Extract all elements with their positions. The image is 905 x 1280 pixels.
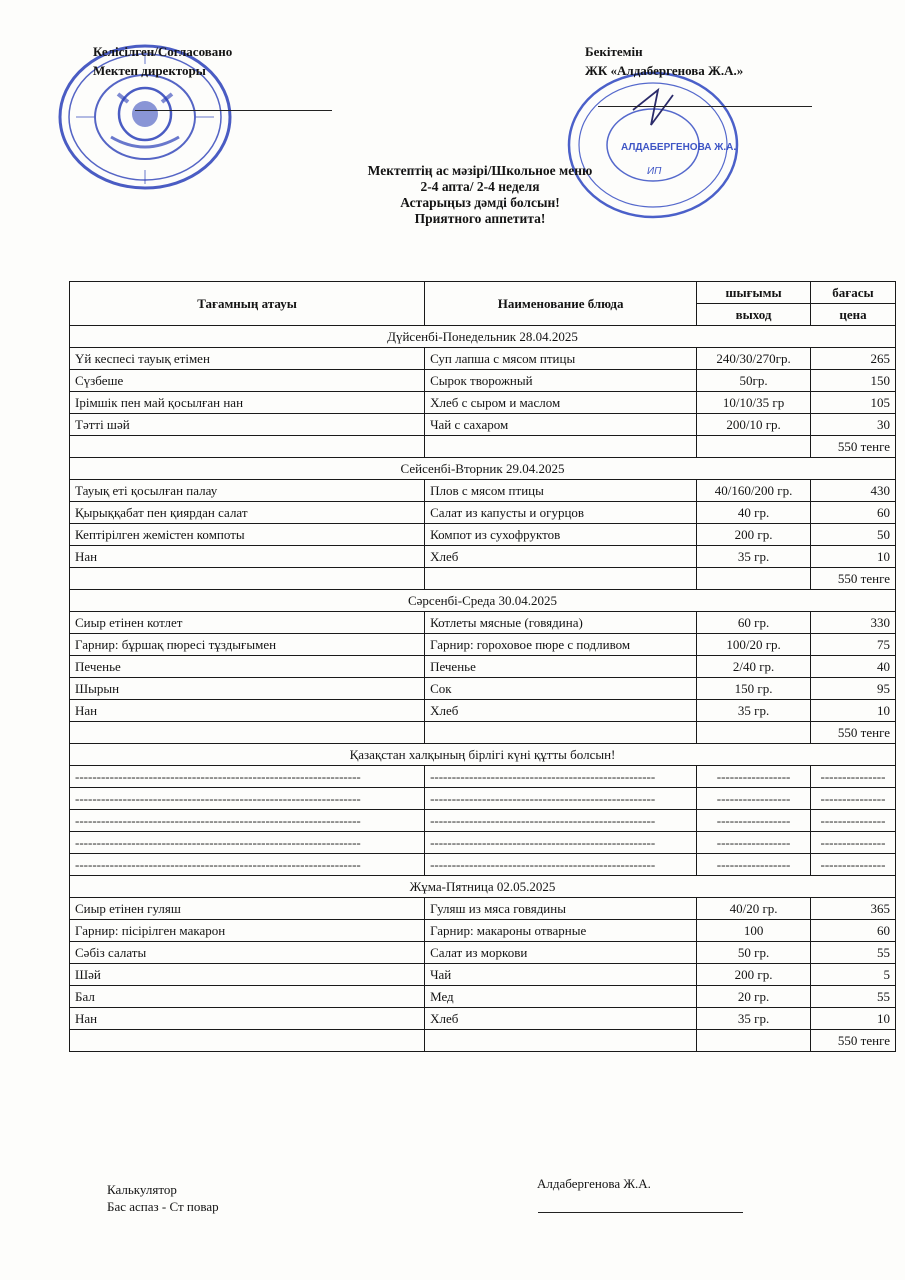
approval-right-block [585,42,743,80]
dish-yield: 150 гр. [697,678,811,700]
menu-table [69,281,896,1052]
col-kz-header: Тағамның атауы [70,282,425,326]
dish-name-kz: Кептірілген жемістен компоты [70,524,425,546]
dish-name-kz: Нан [70,546,425,568]
dish-name-kz: Бал [70,986,425,1008]
dash-placeholder: ----------------- [697,832,811,854]
holiday-dash-row [70,788,896,810]
dish-name-ru: Салат из капусты и огурцов [425,502,697,524]
menu-item-row [70,1008,896,1030]
dish-name-kz: Сүзбеше [70,370,425,392]
dish-name-kz: Тәтті шәй [70,414,425,436]
dish-price: 60 [810,920,895,942]
dish-name-kz: Қырыққабат пен қиярдан салат [70,502,425,524]
dish-yield: 35 гр. [697,700,811,722]
dish-name-ru: Хлеб [425,1008,697,1030]
dash-placeholder: ----------------- [697,788,811,810]
dash-placeholder: ---------------------------------------------------- [425,854,697,876]
dash-placeholder: --------------- [810,766,895,788]
day-title-row [70,458,896,480]
dish-price: 60 [810,502,895,524]
dish-yield: 10/10/35 гр [697,392,811,414]
dish-name-ru: Котлеты мясные (говядина) [425,612,697,634]
menu-item-row [70,348,896,370]
footer-signature-line [538,1212,743,1213]
day-title-row [70,326,896,348]
dash-placeholder: --------------- [810,854,895,876]
day-total: 550 тенге [810,436,895,458]
empty-cell [70,1030,425,1052]
dash-placeholder: ---------------------------------------------------- [425,766,697,788]
dish-name-ru: Хлеб [425,700,697,722]
dish-price: 50 [810,524,895,546]
dish-name-ru: Чай [425,964,697,986]
empty-cell [697,436,811,458]
menu-body [70,326,896,1052]
dish-price: 430 [810,480,895,502]
dish-price: 365 [810,898,895,920]
dish-yield: 40 гр. [697,502,811,524]
holiday-dash-row [70,832,896,854]
menu-item-row [70,546,896,568]
day-title-row [70,876,896,898]
dish-yield: 40/20 гр. [697,898,811,920]
dish-price: 105 [810,392,895,414]
title-line3: Астарыңыз дәмді болсын! [400,195,560,210]
dish-price: 75 [810,634,895,656]
menu-item-row [70,414,896,436]
dish-yield: 50 гр. [697,942,811,964]
menu-item-row [70,524,896,546]
dish-yield: 2/40 гр. [697,656,811,678]
approval-left-block [93,42,232,80]
menu-item-row [70,502,896,524]
menu-item-row [70,942,896,964]
menu-item-row [70,964,896,986]
dish-name-kz: Гарнир: пісірілген макарон [70,920,425,942]
menu-title [300,163,660,227]
dish-name-ru: Мед [425,986,697,1008]
dish-name-kz: Печенье [70,656,425,678]
dish-price: 55 [810,942,895,964]
col-yield-kz-header: шығымы [697,282,811,304]
dash-placeholder: ------------------------------------------------------------------ [70,832,425,854]
dish-name-kz: Тауық еті қосылған палау [70,480,425,502]
dish-yield: 200/10 гр. [697,414,811,436]
col-price-ru-header: цена [810,304,895,326]
empty-cell [697,1030,811,1052]
dash-placeholder: ----------------- [697,810,811,832]
dish-name-kz: Нан [70,700,425,722]
dish-price: 330 [810,612,895,634]
footer-chef: Бас аспаз - Ст повар [107,1199,219,1214]
dish-yield: 200 гр. [697,964,811,986]
dish-name-kz: Шәй [70,964,425,986]
dash-placeholder: ---------------------------------------------------- [425,810,697,832]
dish-price: 265 [810,348,895,370]
dash-placeholder: ---------------------------------------------------- [425,788,697,810]
dish-name-kz: Гарнир: бұршақ пюресі тұздығымен [70,634,425,656]
dish-name-ru: Хлеб [425,546,697,568]
day-title: Жұма-Пятница 02.05.2025 [70,876,896,898]
col-ru-header: Наименование блюда [425,282,697,326]
dish-yield: 100 [697,920,811,942]
dash-placeholder: ----------------- [697,854,811,876]
dish-name-ru: Суп лапша с мясом птицы [425,348,697,370]
empty-cell [425,722,697,744]
day-total-row [70,568,896,590]
dish-name-ru: Гарнир: гороховое пюре с подливом [425,634,697,656]
empty-cell [70,568,425,590]
dish-yield: 20 гр. [697,986,811,1008]
menu-item-row [70,392,896,414]
day-title-row [70,590,896,612]
day-total-row [70,722,896,744]
menu-item-row [70,986,896,1008]
dish-price: 150 [810,370,895,392]
day-title-row [70,744,896,766]
empty-cell [425,1030,697,1052]
dish-name-ru: Чай с сахаром [425,414,697,436]
day-total: 550 тенге [810,722,895,744]
title-line1: Мектептің ас мәзірі/Школьное меню [367,163,593,178]
holiday-dash-row [70,766,896,788]
dash-placeholder: ------------------------------------------------------------------ [70,810,425,832]
dash-placeholder: ----------------- [697,766,811,788]
footer-left [107,1181,219,1215]
dish-price: 5 [810,964,895,986]
dish-name-kz: Сәбіз салаты [70,942,425,964]
dish-name-ru: Сырок творожный [425,370,697,392]
footer-calculator: Калькулятор [107,1182,177,1197]
dish-yield: 200 гр. [697,524,811,546]
menu-item-row [70,656,896,678]
empty-cell [425,568,697,590]
empty-cell [70,436,425,458]
holiday-dash-row [70,854,896,876]
dish-name-ru: Компот из сухофруктов [425,524,697,546]
menu-item-row [70,634,896,656]
footer-right-name: Алдабергенова Ж.А. [537,1176,651,1191]
day-total: 550 тенге [810,1030,895,1052]
menu-item-row [70,612,896,634]
dish-yield: 60 гр. [697,612,811,634]
empty-cell [425,436,697,458]
dish-yield: 240/30/270гр. [697,348,811,370]
dish-yield: 35 гр. [697,1008,811,1030]
title-line2: 2-4 апта/ 2-4 неделя [420,179,540,194]
dish-name-kz: Сиыр етінен котлет [70,612,425,634]
day-title: Сейсенбі-Вторник 29.04.2025 [70,458,896,480]
empty-cell [697,568,811,590]
dash-placeholder: --------------- [810,832,895,854]
dish-name-kz: Сиыр етінен гуляш [70,898,425,920]
title-line4: Приятного аппетита! [414,211,546,226]
dish-yield: 100/20 гр. [697,634,811,656]
dish-name-ru: Салат из моркови [425,942,697,964]
dish-yield: 50гр. [697,370,811,392]
empty-cell [697,722,811,744]
dish-name-kz: Нан [70,1008,425,1030]
menu-item-row [70,920,896,942]
dish-name-kz: Ірімшік пен май қосылған нан [70,392,425,414]
dish-name-ru: Гарнир: макароны отварные [425,920,697,942]
dish-price: 95 [810,678,895,700]
approval-left-line2: Мектеп директоры [93,63,206,78]
day-total-row [70,436,896,458]
dish-price: 10 [810,700,895,722]
dish-name-ru: Печенье [425,656,697,678]
menu-item-row [70,898,896,920]
dish-yield: 35 гр. [697,546,811,568]
dish-price: 40 [810,656,895,678]
col-yield-ru-header: выход [697,304,811,326]
day-total: 550 тенге [810,568,895,590]
dish-name-ru: Плов с мясом птицы [425,480,697,502]
left-signature-line [135,110,332,111]
dash-placeholder: --------------- [810,788,895,810]
dish-price: 10 [810,546,895,568]
dish-name-ru: Хлеб с сыром и маслом [425,392,697,414]
header-row-1 [70,282,896,304]
col-price-kz-header: бағасы [810,282,895,304]
dish-yield: 40/160/200 гр. [697,480,811,502]
approval-right-line1: Бекітемін [585,44,643,59]
empty-cell [70,722,425,744]
dash-placeholder: ------------------------------------------------------------------ [70,854,425,876]
day-total-row [70,1030,896,1052]
menu-item-row [70,700,896,722]
approval-left-line1: Келісілген/Согласовано [93,44,233,59]
day-title: Қазақстан халқының бірлігі күні құтты болсын! [70,744,896,766]
dash-placeholder: ------------------------------------------------------------------ [70,766,425,788]
dish-price: 30 [810,414,895,436]
dish-price: 10 [810,1008,895,1030]
dish-name-ru: Сок [425,678,697,700]
stamp-ip-text: ИП [647,166,662,177]
day-title: Сәрсенбі-Среда 30.04.2025 [70,590,896,612]
holiday-dash-row [70,810,896,832]
menu-item-row [70,370,896,392]
day-title: Дүйсенбі-Понедельник 28.04.2025 [70,326,896,348]
dish-name-kz: Үй кеспесі тауық етімен [70,348,425,370]
menu-item-row [70,480,896,502]
stamp-name-text: АЛДАБЕРГЕНОВА Ж.А. [621,142,737,153]
right-signature-line [598,106,812,107]
dash-placeholder: ------------------------------------------------------------------ [70,788,425,810]
dish-price: 55 [810,986,895,1008]
dash-placeholder: --------------- [810,810,895,832]
menu-item-row [70,678,896,700]
dash-placeholder: ---------------------------------------------------- [425,832,697,854]
approval-right-line2: ЖК «Алдабергенова Ж.А.» [585,63,744,78]
dish-name-kz: Шырын [70,678,425,700]
dish-name-ru: Гуляш из мяса говядины [425,898,697,920]
